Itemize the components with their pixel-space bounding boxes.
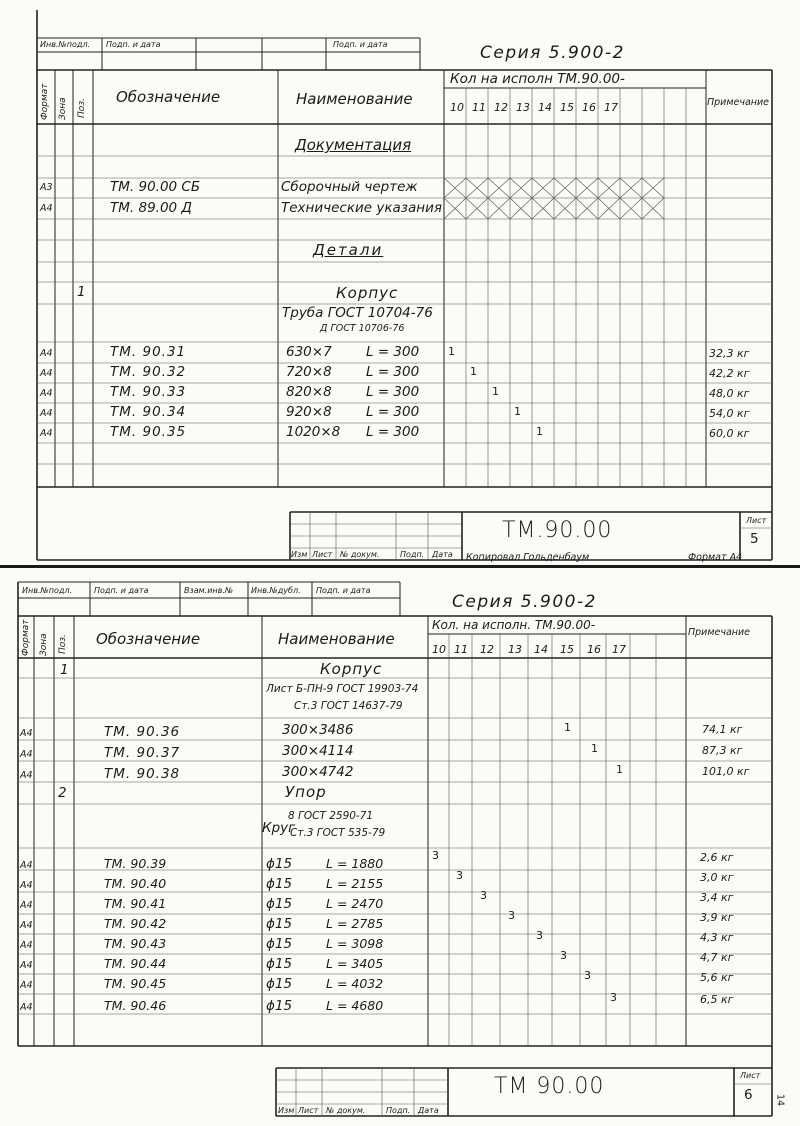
row-format: А4 bbox=[20, 960, 33, 971]
variant-17: 17 bbox=[604, 101, 618, 114]
row-diameter: ϕ15 bbox=[266, 856, 293, 872]
row-size: 300×4742 bbox=[282, 764, 354, 780]
row-designation: ТМ. 90.43 bbox=[104, 936, 167, 951]
row-diameter: ϕ15 bbox=[266, 876, 293, 892]
variant-14: 14 bbox=[538, 101, 552, 114]
stamp-inv-label: Инв.№подл. bbox=[22, 586, 73, 595]
row-mass: 3,9 кг bbox=[700, 911, 734, 924]
position-number: 2 bbox=[58, 785, 67, 801]
row-mass: 6,5 кг bbox=[700, 993, 734, 1006]
row-diameter: ϕ15 bbox=[266, 916, 293, 932]
row-designation: ТМ. 90.45 bbox=[104, 976, 167, 991]
tb-sign: Подп. bbox=[400, 550, 425, 559]
sheet-6-grid bbox=[0, 568, 800, 1126]
tb-doc-no: № докум. bbox=[340, 550, 380, 559]
row-format: А4 bbox=[20, 728, 33, 739]
row-designation: ТМ. 90.37 bbox=[104, 745, 181, 761]
row-format: А4 bbox=[20, 980, 33, 991]
part-group-korpus: Корпус bbox=[336, 284, 399, 302]
row-mass: 2,6 кг bbox=[700, 851, 734, 864]
row-diameter: ϕ15 bbox=[266, 956, 293, 972]
copied-by: Копировал Гольденбаум bbox=[466, 552, 590, 563]
material-line-1: Лист Б-ПН-9 ГОСТ 19903-74 bbox=[266, 683, 419, 695]
row-size: 720×8 bbox=[286, 364, 332, 380]
row-format: А4 bbox=[20, 940, 33, 951]
part-group-korpus: Корпус bbox=[320, 660, 383, 678]
row-format: А4 bbox=[40, 368, 53, 379]
row-length: L = 300 bbox=[366, 384, 420, 400]
row-designation: ТМ. 90.32 bbox=[110, 364, 187, 380]
col-header-name: Наименование bbox=[296, 90, 413, 108]
variant-15: 15 bbox=[560, 101, 574, 114]
row-length: L = 2470 bbox=[326, 896, 384, 911]
row-length: L = 3405 bbox=[326, 956, 384, 971]
row-designation: ТМ. 90.31 bbox=[110, 344, 187, 360]
doc-name: Технические указания bbox=[281, 200, 442, 216]
paper-format: Формат А4 bbox=[688, 552, 743, 563]
row-diameter: ϕ15 bbox=[266, 998, 293, 1014]
sheet-number: 5 bbox=[750, 531, 759, 547]
row-mass: 32,3 кг bbox=[709, 347, 750, 360]
row-qty: 3 bbox=[480, 889, 487, 902]
row-diameter: ϕ15 bbox=[266, 896, 293, 912]
row-format: А4 bbox=[40, 408, 53, 419]
row-qty: 3 bbox=[432, 849, 439, 862]
stamp-dup-inv-label: Инв.№дубл. bbox=[251, 586, 301, 595]
row-designation: ТМ. 90.38 bbox=[104, 766, 181, 782]
col-header-designation: Обозначение bbox=[116, 88, 221, 106]
row-length: L = 4032 bbox=[326, 976, 384, 991]
row-qty: 3 bbox=[456, 869, 463, 882]
tb-date: Дата bbox=[432, 550, 453, 559]
row-qty: 1 bbox=[616, 763, 623, 776]
row-length: L = 300 bbox=[366, 404, 420, 420]
row-length: L = 4680 bbox=[326, 998, 384, 1013]
material-line-2: Ст.3 ГОСТ 14637-79 bbox=[294, 700, 403, 712]
row-size: 300×4114 bbox=[282, 743, 354, 759]
row-format: А4 bbox=[20, 860, 33, 871]
row-mass: 3,4 кг bbox=[700, 891, 734, 904]
stamp-sign-date-label: Подп. и дата bbox=[94, 586, 149, 595]
row-mass: 4,7 кг bbox=[700, 951, 734, 964]
variant-15: 15 bbox=[560, 643, 574, 656]
material-krug: Круг bbox=[262, 820, 296, 836]
row-qty: 3 bbox=[584, 969, 591, 982]
row-size: 820×8 bbox=[286, 384, 332, 400]
row-qty: 3 bbox=[536, 929, 543, 942]
row-format: А4 bbox=[20, 749, 33, 760]
row-qty: 1 bbox=[536, 425, 543, 438]
variant-17: 17 bbox=[612, 643, 626, 656]
doc-name: Сборочный чертеж bbox=[281, 179, 418, 195]
col-header-note: Примечание bbox=[707, 97, 770, 108]
row-length: L = 300 bbox=[366, 344, 420, 360]
variant-13: 13 bbox=[508, 643, 522, 656]
row-designation: ТМ. 90.36 bbox=[104, 724, 181, 740]
sheet-number: 6 bbox=[744, 1087, 753, 1103]
tb-doc-no: № докум. bbox=[326, 1106, 366, 1115]
col-header-designation: Обозначение bbox=[96, 630, 201, 648]
row-mass: 60,0 кг bbox=[709, 427, 750, 440]
variant-11: 11 bbox=[454, 643, 468, 656]
row-size: 920×8 bbox=[286, 404, 332, 420]
material-line-1: Труба ГОСТ 10704-76 bbox=[282, 305, 433, 321]
tb-list: Лист bbox=[298, 1106, 319, 1115]
doc-format: А4 bbox=[40, 203, 53, 214]
variant-12: 12 bbox=[480, 643, 494, 656]
variant-10: 10 bbox=[432, 643, 446, 656]
material-line-2: Ст.3 ГОСТ 535-79 bbox=[290, 827, 386, 839]
document-code: ТМ.90.00 bbox=[502, 518, 613, 543]
row-qty: 3 bbox=[560, 949, 567, 962]
material-line-2: Д ГОСТ 10706-76 bbox=[320, 323, 405, 334]
doc-designation: ТМ. 90.00 СБ bbox=[110, 179, 201, 195]
col-header-zone: Зона bbox=[58, 97, 68, 120]
row-qty: 3 bbox=[610, 991, 617, 1004]
row-designation: ТМ. 90.40 bbox=[104, 876, 167, 891]
sheet-label: Лист bbox=[746, 516, 767, 525]
row-qty: 1 bbox=[492, 385, 499, 398]
row-diameter: ϕ15 bbox=[266, 936, 293, 952]
tb-sign: Подп. bbox=[386, 1106, 411, 1115]
doc-designation: ТМ. 89.00 Д bbox=[110, 200, 192, 216]
position-number: 1 bbox=[77, 284, 86, 300]
row-format: А4 bbox=[40, 388, 53, 399]
row-format: А4 bbox=[40, 348, 53, 359]
row-length: L = 1880 bbox=[326, 856, 384, 871]
row-designation: ТМ. 90.34 bbox=[110, 404, 187, 420]
row-qty: 1 bbox=[470, 365, 477, 378]
tb-izm: Изм bbox=[291, 550, 308, 559]
row-designation: ТМ. 90.33 bbox=[110, 384, 187, 400]
row-mass: 101,0 кг bbox=[702, 765, 750, 778]
tb-list: Лист bbox=[312, 550, 333, 559]
col-header-format: Формат bbox=[21, 619, 31, 656]
col-header-qty: Кол. на исполн. ТМ.90.00- bbox=[432, 618, 596, 632]
stamp-sign-date-label: Подп. и дата bbox=[106, 40, 161, 49]
section-documentation: Документация bbox=[295, 136, 412, 154]
part-group-upor: Упор bbox=[285, 783, 327, 801]
row-format: А4 bbox=[20, 1002, 33, 1013]
col-header-format: Формат bbox=[40, 83, 50, 120]
series-title: Серия 5.900-2 bbox=[480, 43, 625, 63]
variant-11: 11 bbox=[472, 101, 486, 114]
variant-10: 10 bbox=[450, 101, 464, 114]
row-mass: 4,3 кг bbox=[700, 931, 734, 944]
variant-16: 16 bbox=[587, 643, 601, 656]
row-qty: 3 bbox=[508, 909, 515, 922]
row-mass: 54,0 кг bbox=[709, 407, 750, 420]
variant-16: 16 bbox=[582, 101, 596, 114]
variant-12: 12 bbox=[494, 101, 508, 114]
row-qty: 1 bbox=[591, 742, 598, 755]
row-format: А4 bbox=[40, 428, 53, 439]
row-qty: 1 bbox=[514, 405, 521, 418]
variant-14: 14 bbox=[534, 643, 548, 656]
row-length: L = 2785 bbox=[326, 916, 384, 931]
position-number: 1 bbox=[60, 662, 69, 678]
row-designation: ТМ. 90.41 bbox=[104, 896, 167, 911]
row-format: А4 bbox=[20, 900, 33, 911]
row-mass: 74,1 кг bbox=[702, 723, 743, 736]
row-length: L = 300 bbox=[366, 364, 420, 380]
tb-izm: Изм bbox=[278, 1106, 295, 1115]
row-length: L = 2155 bbox=[326, 876, 384, 891]
row-format: А4 bbox=[20, 880, 33, 891]
row-mass: 3,0 кг bbox=[700, 871, 734, 884]
stamp-replaced-inv-label: Взам.инв.№ bbox=[184, 586, 234, 595]
tb-date: Дата bbox=[418, 1106, 439, 1115]
row-length: L = 300 bbox=[366, 424, 420, 440]
row-size: 300×3486 bbox=[282, 722, 354, 738]
row-designation: ТМ. 90.39 bbox=[104, 856, 167, 871]
row-size: 1020×8 bbox=[286, 424, 341, 440]
row-designation: ТМ. 90.42 bbox=[104, 916, 167, 931]
margin-number: 14 bbox=[774, 1094, 786, 1107]
col-header-pos: Поз. bbox=[77, 98, 87, 118]
row-mass: 87,3 кг bbox=[702, 744, 743, 757]
row-size: 630×7 bbox=[286, 344, 332, 360]
col-header-qty: Кол на исполн ТМ.90.00- bbox=[450, 71, 625, 87]
document-code: ТМ 90.00 bbox=[494, 1074, 605, 1099]
row-mass: 42,2 кг bbox=[709, 367, 750, 380]
col-header-name: Наименование bbox=[278, 630, 395, 648]
row-designation: ТМ. 90.44 bbox=[104, 956, 167, 971]
variant-13: 13 bbox=[516, 101, 530, 114]
row-length: L = 3098 bbox=[326, 936, 384, 951]
row-format: А4 bbox=[20, 770, 33, 781]
row-mass: 48,0 кг bbox=[709, 387, 750, 400]
col-header-pos: Поз. bbox=[58, 634, 68, 654]
row-mass: 5,6 кг bbox=[700, 971, 734, 984]
col-header-note: Примечание bbox=[688, 627, 751, 638]
row-qty: 1 bbox=[564, 721, 571, 734]
row-designation: ТМ. 90.46 bbox=[104, 998, 167, 1013]
row-qty: 1 bbox=[448, 345, 455, 358]
col-header-zone: Зона bbox=[39, 633, 49, 656]
section-parts: Детали bbox=[313, 241, 384, 259]
material-line-1: 8 ГОСТ 2590-71 bbox=[288, 810, 374, 822]
row-format: А4 bbox=[20, 920, 33, 931]
sheet-label: Лист bbox=[740, 1071, 761, 1080]
spec-sheet-6 bbox=[0, 568, 800, 1126]
row-designation: ТМ. 90.35 bbox=[110, 424, 187, 440]
doc-format: А3 bbox=[40, 182, 53, 193]
series-title: Серия 5.900-2 bbox=[452, 592, 597, 612]
row-diameter: ϕ15 bbox=[266, 976, 293, 992]
stamp-inv-label: Инв.№подл. bbox=[40, 40, 91, 49]
stamp-sign-date-label-2: Подп. и дата bbox=[316, 586, 371, 595]
stamp-sign-date-label-2: Подп. и дата bbox=[333, 40, 388, 49]
